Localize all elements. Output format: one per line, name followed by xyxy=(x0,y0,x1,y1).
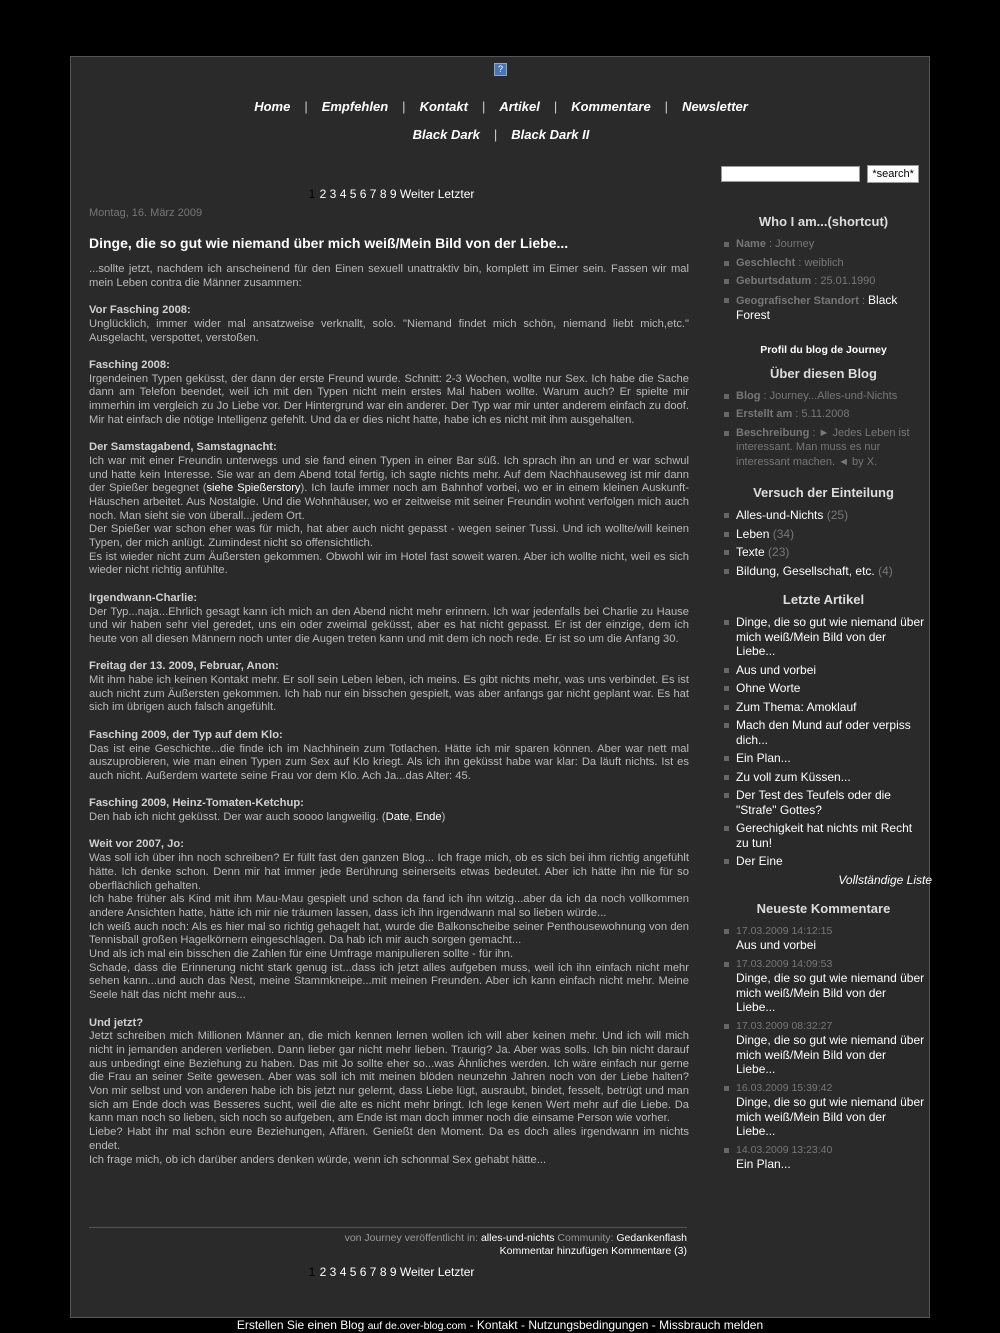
about-list xyxy=(721,389,926,470)
section-heading: Der Samstagabend, Samstagnacht: xyxy=(89,441,277,454)
nav-link[interactable]: Kontakt xyxy=(419,99,468,114)
nav-separator: | xyxy=(664,99,669,114)
section-text: Ich weiß auch noch: Als es hier mal so richtig gehagelt hat, wurde die Balkonscheibe seiner Penthousewohnung von den Tennisball großen Hagelkörnern eingeschlagen. Da hab ich mir auch sorgen gemacht... xyxy=(89,920,689,947)
section-text: Jetzt schreiben mich Millionen Männer an, die mich kennen lernen wollen ich will aber keinen mehr. Und ich will mich nicht in jemanden anderen verlieben. Dann lieber gar nicht mehr lieben. Traurig? Ja. Aber was solls. Ich bin nicht darauf aus unbedingt eine Beziehung zu haben. Das mit Jo sollte eher so...was Ähnliches werden. Ich wäre einfach nur gerne die Frau an seiner Seite gewesen. Aber was soll ich mit meinen blöden neunzehn Jahren noch von der Liebe halten? Von mir selbst und von anderen habe ich bis jetzt nur gelernt, dass Liebe lügt, ausraubt, bindet, fesselt, betrügt und man sich am Ende doch was Besseres sucht, weil die alte es nicht mehr bringt. Ich lege kenen Wert mehr auf die Liebe. Da kann man noch so lieben, sich noch so aufgeben, am Ende ist man doch immer noch die einsame Person wie vorher. xyxy=(89,1030,689,1125)
section-heading: Fasching 2008: xyxy=(89,358,170,371)
latest-article-link[interactable]: Gerechigkeit hat nichts mit Recht zu tun! xyxy=(736,821,913,850)
latest-item xyxy=(721,681,926,696)
category-count: (23) xyxy=(768,545,790,559)
about-key: Beschreibung xyxy=(736,426,810,439)
comment-article-link[interactable]: Aus und vorbei xyxy=(736,938,817,952)
nav-link[interactable]: Black Dark II xyxy=(511,127,590,142)
search-button[interactable]: *search* xyxy=(867,165,919,183)
latest-item xyxy=(721,751,926,766)
who-value: weiblich xyxy=(804,256,844,269)
published-by: von Journey veröffentlicht in: xyxy=(344,1232,479,1244)
about-item: Beschreibung : ► Jedes Leben ist interessant. Man muss es nur interessant machen. ◄ by X. xyxy=(721,426,926,470)
main-nav xyxy=(71,97,931,153)
footer-abuse-link[interactable]: Missbrauch melden xyxy=(659,1318,764,1332)
section-text: Unglücklich, immer wider mal ansatzweise verknallt, solo. "Niemand findet mich schön, niemand liebt mich,etc." Ausgelacht, verspottet, verstoßen. xyxy=(89,317,689,344)
sidebar xyxy=(721,212,932,1176)
comment-item xyxy=(721,1143,926,1172)
section-text: ) xyxy=(441,811,446,824)
latest-item xyxy=(721,615,926,659)
add-comment-link[interactable]: Kommentar hinzufügen xyxy=(499,1245,609,1257)
comment-date: 14.03.2009 13:23:40 xyxy=(736,1143,833,1156)
nav-link[interactable]: Empfehlen xyxy=(321,99,389,114)
community-label: Community: xyxy=(557,1232,614,1244)
comments-title: Neueste Kommentare xyxy=(756,900,891,916)
nav-separator: | xyxy=(553,99,558,114)
comment-date: 17.03.2009 08:32:27 xyxy=(736,1019,833,1032)
comment-item xyxy=(721,1019,926,1077)
category-count: (4) xyxy=(878,563,893,578)
full-list-link[interactable]: Vollständige Liste xyxy=(838,872,932,887)
categories-list xyxy=(721,508,926,578)
pager-page-link[interactable]: 6 xyxy=(359,1265,367,1279)
about-key: Erstellt am xyxy=(736,408,793,420)
section-text: Ich habe früher als Kind mit ihm Mau-Mau gespielt und schon da fand ich ihn witzig...aber da ich da noch vollkommen andere Ansichten hatte, hätte ich mir nie träumen lassen, dass ich ihn irgendwann mal so lieben würde... xyxy=(89,893,689,919)
who-item: Geografischer Standort : Black Forest xyxy=(721,293,926,324)
post-intro: ...sollte jetzt, nachdem ich anscheinend für den Einen sexuell unattraktiv bin, komplett im Eimer sein. Fassen wir mal mein Leben contra die Männer zusammen: xyxy=(89,263,689,289)
comment-date: 16.03.2009 15:39:42 xyxy=(736,1081,833,1094)
section-text: Ich frage mich, ob ich darüber anders denken würde, wenn ich schonmal Sex gehabt hätte... xyxy=(89,1153,547,1166)
footer-sep: - xyxy=(469,1318,477,1332)
category-count: (25) xyxy=(826,508,849,522)
post-title[interactable]: Dinge, die so gut wie niemand über mich weiß/Mein Bild von der Liebe... xyxy=(89,235,569,251)
latest-article-link[interactable]: Ohne Worte xyxy=(736,681,801,695)
search-form xyxy=(721,165,919,183)
footer-terms-link[interactable]: Nutzungsbedingungen xyxy=(528,1318,649,1332)
post-date: Montag, 16. März 2009 xyxy=(89,207,203,219)
pager-page-link[interactable]: 6 xyxy=(359,187,367,201)
who-list xyxy=(721,237,926,324)
nav-link[interactable]: Kommentare xyxy=(571,99,651,114)
category-item xyxy=(721,545,926,560)
about-value: 5.11.2008 xyxy=(801,408,850,420)
pager-page-link[interactable]: 7 xyxy=(369,1265,377,1279)
who-item: Geburtsdatum : 25.01.1990 xyxy=(721,274,926,289)
categories-title: Versuch der Einteilung xyxy=(753,485,894,500)
who-title: Who I am...(shortcut) xyxy=(758,214,889,229)
section-heading: Freitag der 13. 2009, Februar, Anon: xyxy=(89,660,279,673)
footer-sep: - xyxy=(520,1318,529,1332)
section-text: Und als ich mal ein bisschen die Zahlen für eine Umfrage manipulieren sollte - für ihn. xyxy=(89,948,514,961)
pager-page-link[interactable]: 3 xyxy=(329,187,337,201)
nav-separator: | xyxy=(481,99,486,114)
who-value: 25.01.1990 xyxy=(820,275,876,287)
latest-item xyxy=(721,663,926,678)
nav-link[interactable]: Artikel xyxy=(499,99,540,114)
post-section xyxy=(89,359,689,428)
who-key: Geografischer Standort xyxy=(736,294,859,307)
pager-page-link[interactable]: 2 xyxy=(319,1265,327,1279)
ende-link[interactable]: Ende xyxy=(415,811,442,824)
latest-article-link[interactable]: Aus und vorbei xyxy=(736,662,817,677)
pager-bottom xyxy=(71,1265,711,1279)
section-heading: Und jetzt? xyxy=(89,1016,144,1029)
latest-article-link[interactable]: Der Test des Teufels oder die "Strafe" Gottes? xyxy=(736,788,891,817)
pager-last-link[interactable]: Letzter xyxy=(437,1265,475,1279)
section-text: Der Typ...naja...Ehrlich gesagt kann ich mich an den Abend nicht mehr erinnern. Ich war jedenfalls bei Charlie zu Hause und wir haben sehr viel geredet, uns ein oder zweimal geküsst, aber es hat nicht gepasst. Er ist der einzige, dem ich heute von all diesen Männern noch unter die Augen treten kann und mit dem ich noch rede. Er ist so um die Anfang 30. xyxy=(89,605,689,645)
category-link[interactable]: Alles-und-Nichts xyxy=(736,508,824,522)
latest-list xyxy=(721,615,926,869)
nav-separator: | xyxy=(402,99,406,114)
spiesser-story-link[interactable]: siehe Spießerstory xyxy=(206,482,301,495)
latest-item xyxy=(721,700,926,715)
section-text: Ich war mit einer Freundin unterwegs und sie fand einen Typen in einer Bar süß. Ich sprach ihn an und er war schwul und hatte kein Interesse. Sie war an dem Abend total fertig, ich sagte nichts mehr. Auf dem Nachhauseweg ist mir dann der Spießer begegnet ( xyxy=(89,454,689,495)
latest-item xyxy=(721,788,926,817)
pager-page-link[interactable]: 9 xyxy=(389,187,397,201)
section-text: Das ist eine Geschichte...die finde ich im Nachhinein zum Totlachen. Hätte ich mir sparen können. Aber war nett mal auszuprobieren, wie man einen Typen zum Sex auf Klo kriegt. Als ich ihn geküsst habe war klar: Da läuft nichts. Ist es auch nicht. Außerdem wartete seine Frau vor dem Klo. Ach Ja...das Alter: 45. xyxy=(89,742,689,782)
pager-page-link[interactable]: 3 xyxy=(329,1265,337,1279)
footer-on: auf de.over-blog.com xyxy=(367,1320,467,1332)
pager-page-link[interactable]: 8 xyxy=(379,1265,387,1279)
section-heading: Weit vor 2007, Jo: xyxy=(89,838,184,851)
latest-item xyxy=(721,770,926,785)
section-text: , xyxy=(409,811,416,824)
community-link[interactable]: Gedankenflash xyxy=(616,1232,687,1244)
comment-date: 17.03.2009 14:09:53 xyxy=(736,957,833,970)
latest-item xyxy=(721,854,926,869)
latest-title: Letzte Artikel xyxy=(782,592,865,607)
date-link[interactable]: Date xyxy=(385,811,410,824)
latest-item xyxy=(721,718,926,747)
who-key: Geschlecht xyxy=(736,256,796,269)
section-text: Liebe? Habt ihr mal schön eure Beziehungen, Affären. Genießt den Moment. Da es doch alles irgendwann im nichts endet. xyxy=(89,1126,689,1152)
about-key: Blog xyxy=(736,389,761,402)
section-text: Was soll ich über ihn noch schreiben? Er füllt fast den ganzen Blog... Ich frage mich, ob es sich bei ihm richtig angefühlt hätte. Ich denke schon. Denn mir hat immer jede Berührung seinerseits etwas bedeutet. Aber ich hätte ihn nie für so oberflächlich gehalten. xyxy=(89,852,689,892)
who-key: Name xyxy=(736,238,766,250)
post-section xyxy=(89,660,689,715)
latest-item xyxy=(721,821,926,850)
section-heading: Irgendwann-Charlie: xyxy=(89,591,198,604)
comment-item xyxy=(721,957,926,1015)
section-text: Irgendeinen Typen geküsst, der dann der erste Freund wurde. Schnitt: 2-3 Wochen, wollte nur Sex. Ich habe die Sache dann am Telefon beendet, weil ich mit den Typen nicht mein erstes Mal haben wollte. Warum auch? Er spielte mir immerhin im vergleich zu Jo Liebe vor. Der Hintergrund war ein anderer. Der Typ war mir unter anderem einfach zu doof. Mir hat einfach die nötige Intelligenz gefehlt. Und da er dies nicht hatte, habe ich es nicht mit ihm ausgehalten. xyxy=(89,372,689,426)
latest-article-link[interactable]: Zum Thema: Amoklauf xyxy=(736,699,857,714)
section-text: Der Spießer war schon eher was für mich, hat aber auch nicht gepasst - wegen seiner Tussi. Und ich wollte/will keinen Typen, der mich anlügt. Zumindest nicht so offensichtlich. xyxy=(89,523,689,550)
pager-current: 1 xyxy=(308,1265,316,1279)
section-text: Schade, dass die Erinnerung nicht stark genug ist...dass ich jetzt alles aufgeben muss, weil ich ihn einfach nicht mehr sehen kann...und auch das Nest, meine Stammkneipe...mit meinen Freunden. Aber ich kann einfach nicht mehr. Meine Seele hält das nicht mehr aus... xyxy=(89,961,689,1002)
site-footer xyxy=(0,1318,1000,1332)
comments-link[interactable]: Kommentare (3) xyxy=(611,1245,687,1257)
nav-link[interactable]: Home xyxy=(254,99,291,114)
post-section xyxy=(89,838,689,1002)
who-item: Geschlecht : weiblich xyxy=(721,256,926,271)
pager-next-link[interactable]: Weiter xyxy=(399,187,435,201)
category-item xyxy=(721,527,926,542)
comment-article-link[interactable]: Dinge, die so gut wie niemand über mich weiß/Mein Bild von der Liebe... xyxy=(736,1033,925,1076)
post-section xyxy=(89,441,689,578)
pager-page-link[interactable]: 8 xyxy=(379,187,387,201)
help-icon[interactable]: ? xyxy=(494,63,507,76)
comment-article-link[interactable]: Dinge, die so gut wie niemand über mich weiß/Mein Bild von der Liebe... xyxy=(736,1095,925,1138)
pager-page-link[interactable]: 2 xyxy=(319,187,327,201)
about-item: Erstellt am : 5.11.2008 xyxy=(721,407,926,422)
comment-item xyxy=(721,1081,926,1139)
latest-article-link[interactable]: Zu voll zum Küssen... xyxy=(736,769,851,784)
pager-next-link[interactable]: Weiter xyxy=(399,1265,435,1279)
about-title: Über diesen Blog xyxy=(770,365,877,381)
nav-link[interactable]: Black Dark xyxy=(412,127,480,142)
pager-last-link[interactable]: Letzter xyxy=(437,187,475,201)
pager-page-link[interactable]: 4 xyxy=(339,1265,347,1279)
category-link[interactable]: Bildung, Gesellschaft, etc. xyxy=(736,563,875,578)
pager-current: 1 xyxy=(308,187,316,201)
category-item xyxy=(721,508,926,523)
page-frame xyxy=(70,56,930,1318)
comment-article-link[interactable]: Ein Plan... xyxy=(736,1157,791,1171)
pager-page-link[interactable]: 7 xyxy=(369,187,377,201)
who-item: Name : Journey xyxy=(721,237,926,252)
category-link[interactable]: Texte xyxy=(736,545,765,559)
post-body xyxy=(89,263,689,1167)
post-section xyxy=(89,797,689,824)
post-section xyxy=(89,1017,689,1168)
pager-page-link[interactable]: 5 xyxy=(349,1265,357,1279)
pager-page-link[interactable]: 5 xyxy=(349,187,357,201)
post-section xyxy=(89,592,689,647)
create-blog-link[interactable]: Erstellen Sie einen Blog xyxy=(236,1318,365,1332)
section-heading: Vor Fasching 2008: xyxy=(89,304,191,317)
latest-article-link[interactable]: Dinge, die so gut wie niemand über mich weiß/Mein Bild von der Liebe... xyxy=(736,615,925,658)
nav-separator: | xyxy=(304,99,308,114)
section-heading: Fasching 2009, Heinz-Tomaten-Ketchup: xyxy=(89,797,304,810)
section-text: Es ist wieder nicht zum Äußersten gekommen. Obwohl wir im Hotel fast soweit waren. Aber ich wollte nicht, weil es sich wieder nicht richtig anfühlte. xyxy=(89,550,689,577)
section-text: Den hab ich nicht geküsst. Der war auch soooo langweilig. ( xyxy=(89,811,386,824)
main-content xyxy=(89,207,689,1181)
section-text: Mit ihm habe ich keinen Kontakt mehr. Er soll sein Leben leben, ich meins. Es gibt nichts mehr, was uns verbindet. Es ist auch nicht zum Äußersten gekommen. Ich hab nur ein bisschen gespielt, was aber anfangs gar nicht geplant war. Es hat sich im übrigen auch falsch angefühlt. xyxy=(89,674,689,714)
who-key: Geburtsdatum xyxy=(736,275,812,287)
about-item: Blog : Journey...Alles-und-Nichts xyxy=(721,389,926,404)
section-heading: Fasching 2009, der Typ auf dem Klo: xyxy=(89,728,283,741)
about-value: ► Jedes Leben ist interessant. Man muss es nur interessant machen. ◄ by X. xyxy=(736,426,910,468)
who-value: Black Forest xyxy=(736,292,898,322)
comments-list xyxy=(721,924,926,1172)
category-item xyxy=(721,564,926,579)
pager-top xyxy=(71,187,711,201)
nav-separator: | xyxy=(493,127,498,142)
section-text: ). Ich laufe immer noch am Bahnhof vorbei, wo er in einem kleinen Auskunft-Häuschen arbeitet. Aus Nostalgie. Und die Wohnhäuser, wo er zeitweise mit seiner Freundin wohnt verfolgen mich auch noch. Man sieht sie von überall...jedem Ort. xyxy=(89,482,689,522)
search-input[interactable] xyxy=(721,166,860,182)
comment-article-link[interactable]: Dinge, die so gut wie niemand über mich weiß/Mein Bild von der Liebe... xyxy=(736,971,925,1014)
pager-page-link[interactable]: 9 xyxy=(389,1265,397,1279)
nav-link[interactable]: Newsletter xyxy=(682,99,748,114)
comment-date: 17.03.2009 14:12:15 xyxy=(736,924,833,937)
footer-sep: - xyxy=(651,1318,660,1332)
about-value: Journey...Alles-und-Nichts xyxy=(769,389,898,402)
category-count: (34) xyxy=(772,526,795,541)
category-link[interactable]: alles-und-nichts xyxy=(480,1232,555,1244)
post-section xyxy=(89,304,689,345)
latest-article-link[interactable]: Ein Plan... xyxy=(736,751,791,765)
latest-article-link[interactable]: Der Eine xyxy=(736,854,783,868)
latest-article-link[interactable]: Mach den Mund auf oder verpiss dich... xyxy=(736,718,911,747)
post-section xyxy=(89,729,689,784)
pager-page-link[interactable]: 4 xyxy=(339,187,347,201)
post-footer xyxy=(89,1227,687,1258)
comment-item xyxy=(721,924,926,953)
footer-kontakt-link[interactable]: Kontakt xyxy=(476,1318,518,1332)
profile-link[interactable]: Profil du blog de Journey xyxy=(760,343,887,356)
category-link[interactable]: Leben xyxy=(736,526,770,541)
who-value: Journey xyxy=(775,238,815,250)
